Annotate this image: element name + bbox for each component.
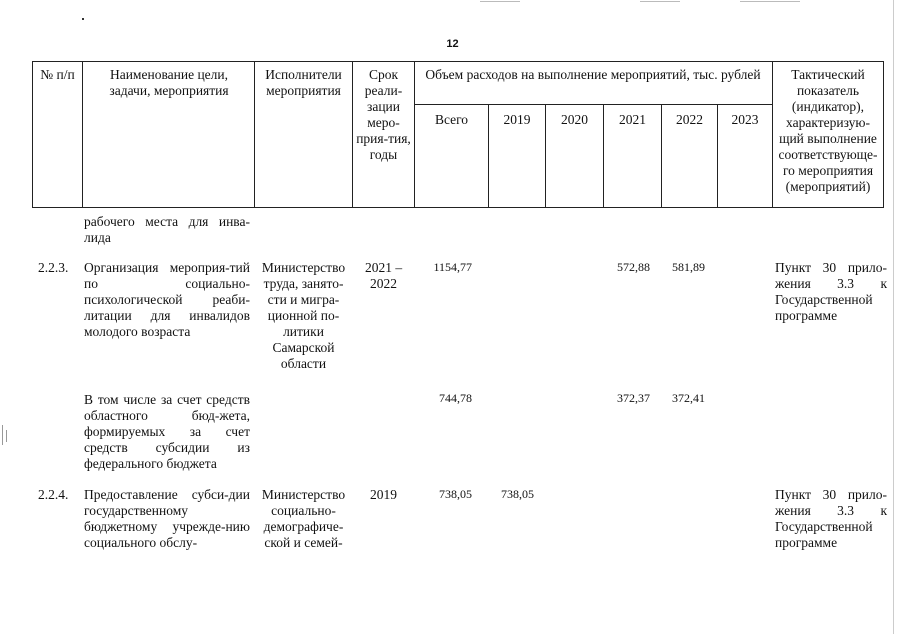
row-2021: 372,37: [617, 391, 650, 405]
row-indicator: Пункт 30 прило-жения 3.3 к Государственной программе: [775, 260, 887, 323]
page-number: 12: [446, 38, 459, 50]
row-number: 2.2.3.: [38, 260, 69, 275]
row-executors: Министерство труда, занято-сти и мигра-ционной по-литики Самарской области: [261, 260, 346, 371]
scan-margin-mark: [2, 425, 3, 445]
row-term: 2021 – 2022: [364, 260, 403, 291]
header-2021: 2021: [619, 112, 646, 127]
header-2020: 2020: [561, 112, 588, 127]
header-2023: 2023: [731, 112, 759, 127]
row-term: 2019: [370, 487, 397, 502]
header-2019: 2019: [503, 112, 531, 127]
header-executors: Исполнители мероприятия: [265, 67, 342, 98]
row-name: рабочего места для инва-лида: [84, 214, 250, 245]
row-2021: 572,88: [617, 260, 650, 274]
scan-margin-mark: [6, 430, 7, 442]
header-total: Всего: [434, 112, 469, 127]
row-executors: Министерство социально-демографиче-ской и семей-: [261, 487, 346, 550]
header-2022: 2022: [676, 112, 703, 127]
scan-edge-right: [893, 0, 894, 634]
scan-edge-line: [480, 1, 520, 2]
row-2019: 738,05: [501, 487, 534, 501]
row-2022: 581,89: [672, 260, 705, 274]
row-name: Организация мероприя-тий по социально-психологической реаби-литации для инвалидов молодого возраста: [84, 260, 250, 339]
row-indicator: Пункт 30 прило-жения 3.3 к Государственной программе: [775, 487, 887, 550]
scan-edge-line: [640, 1, 680, 2]
row-total: 738,05: [439, 487, 472, 501]
row-total: 744,78: [439, 391, 472, 405]
scan-edge-line: [740, 1, 800, 2]
row-total: 1154,77: [433, 260, 472, 274]
header-name: Наименование цели, задачи, мероприятия: [109, 67, 229, 98]
header-term: Срок реали-зации меро-прия-тия, годы: [356, 67, 411, 162]
header-no: № п/п: [40, 67, 75, 82]
header-indicator: Тактический показатель (индикатор), характеризую-щий выполнение соответствующе-го мероприятия (мероприятий): [778, 67, 878, 194]
row-2022: 372,41: [672, 391, 705, 405]
header-budget: Объем расходов на выполнение мероприятий, тыс. рублей: [425, 67, 761, 82]
scan-speck: [82, 18, 84, 20]
row-number: 2.2.4.: [38, 487, 69, 502]
row-name: В том числе за счет средств областного бюд-жета, формируемых за счет средств субсидии из федерального бюджета: [84, 392, 250, 471]
row-name: Предоставление субси-дии государственному бюджетному учрежде-нию социального обслу-: [84, 487, 250, 550]
